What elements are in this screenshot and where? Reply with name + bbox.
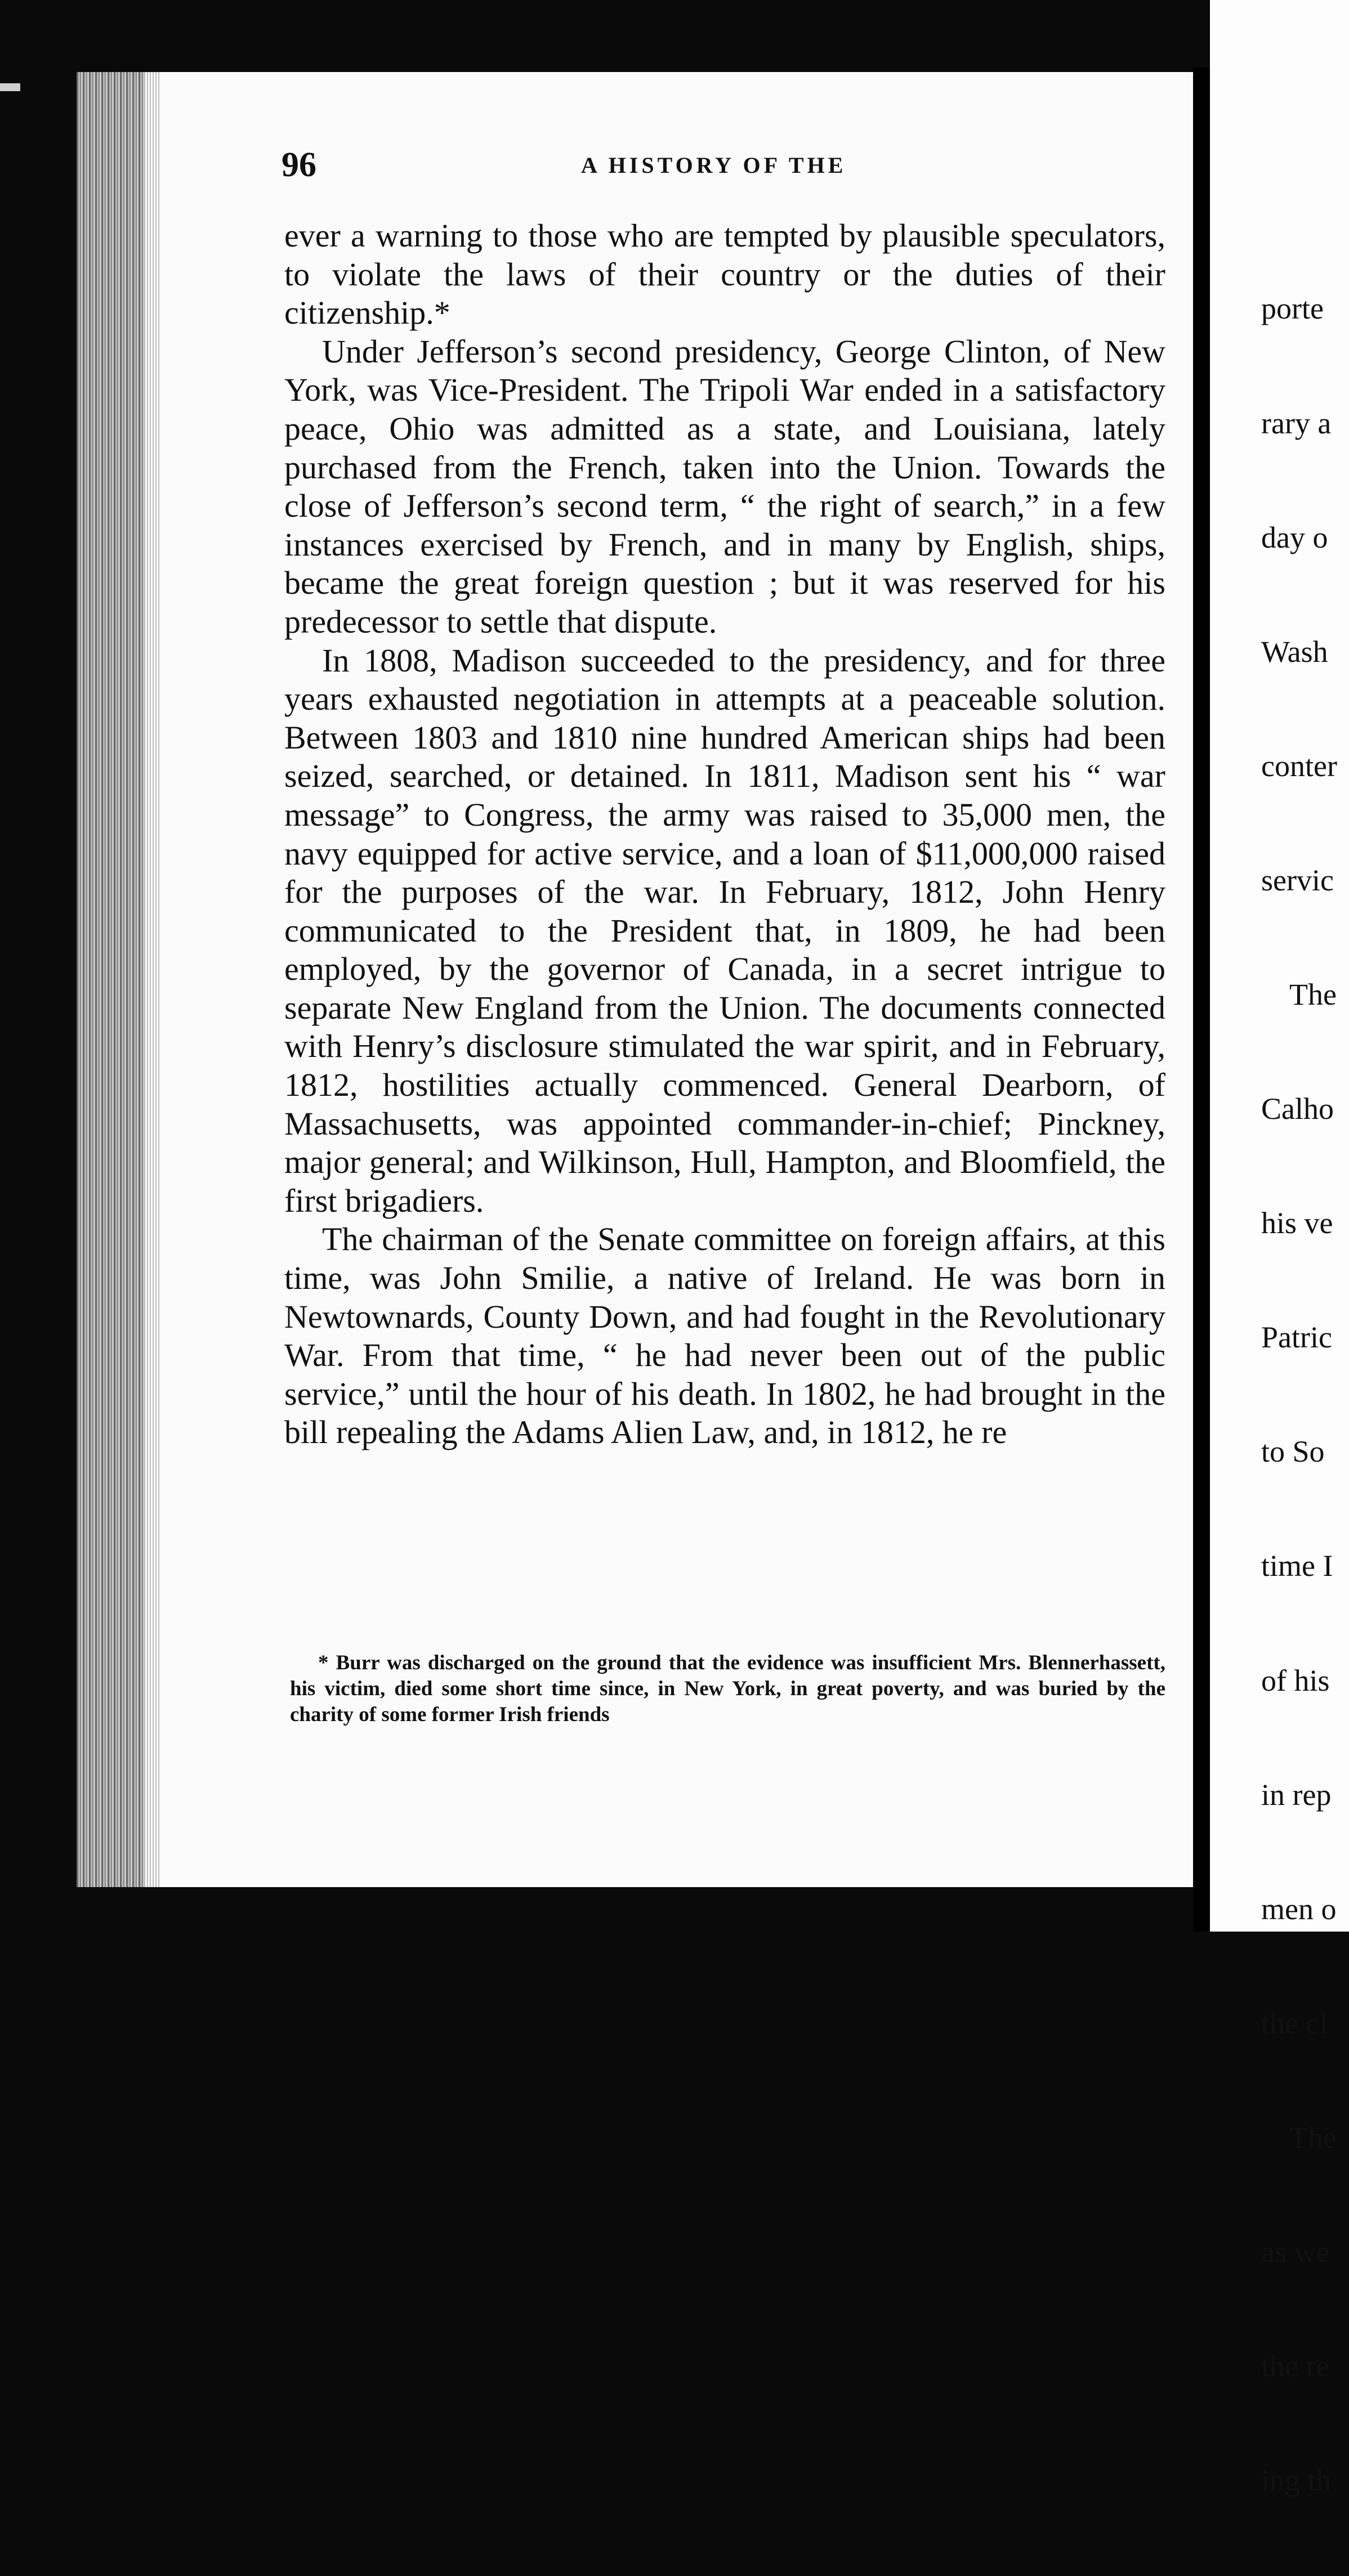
right-line: as we [1261, 2235, 1330, 2269]
book-edge [77, 72, 144, 1887]
scan-mark [0, 83, 20, 91]
right-line: time I [1261, 1549, 1333, 1583]
paragraph: In 1808, Madison succeeded to the presidency, and for three years exhausted negotiation in attempts at a peaceable solution. Between 1803 and 1810 nine hundred American ships had been seized, searched, or detained. In 1811, Madison sent his “ war message” to Congress, the army was raised to 35,000 men, the navy equipped for active service, and a loan of $11,000,000 raised for the purposes of the war. In February, 1812, John Henry communicated to the President that, in 1809, he had been employed, by the governor of Canada, in a secret intrigue to separate New England from the Union. The documents connected with Henry’s disclosure stimulated the war spirit, and in February, 1812, hostilities actually commenced. General Dearborn, of Massachusetts, was appointed commander-in-chief; Pinckney, major general; and Wilkinson, Hull, Hampton, and Bloomfield, the first brigadiers. [284, 642, 1165, 1219]
paragraph: ever a warning to those who are tempted by plausible speculators, to violate the laws of their country or the duties of their citizenship.* [284, 217, 1165, 331]
right-line: Wash [1261, 634, 1328, 669]
footnote-text: * Burr was discharged on the ground that the evidence was insufficient Mrs. Blennerhassett, his victim, died some short time since, in New York, in great poverty, and was buried by the charity of some former Irish friends [290, 1651, 1165, 1726]
right-page [1210, 0, 1349, 2498]
right-line: of his [1261, 1663, 1330, 1697]
right-line: men o [1261, 1892, 1337, 1926]
right-line: the re [1261, 2349, 1330, 2384]
right-line: The [1289, 2120, 1337, 2154]
right-line: rary a [1261, 406, 1332, 440]
right-line: servic [1261, 863, 1334, 897]
footnote [290, 1650, 1165, 1728]
right-line: to So [1261, 1435, 1325, 1469]
right-line: conter [1261, 749, 1337, 783]
right-line: ing th [1261, 2463, 1332, 2498]
right-line: Calho [1261, 1092, 1334, 1126]
book-edge-inner [144, 72, 161, 1887]
paragraph: Under Jefferson’s second presidency, George Clinton, of New York, was Vice-President. The Tripoli War ended in a satisfactory peace, Ohio was admitted as a state, and Louisiana, lately purchased from the French, taken into the Union. Towards the close of Jefferson’s second term, “ the right of search,” in a few instances exercised by French, and in many by English, ships, became the great foreign question ; but it was reserved for his predecessor to settle that dispute. [284, 333, 1165, 640]
right-line: his ve [1261, 1206, 1333, 1240]
page-header [282, 145, 1160, 185]
right-page-lines [1261, 214, 1337, 2576]
page-number: 96 [282, 146, 316, 184]
paragraph: The chairman of the Senate committee on foreign affairs, at this time, was John Smilie, a native of Ireland. He was born in Newtownards, County Down, and had fought in the Revolutionary War. From that time, “ he had never been out of the public service,” until the hour of his death. In 1802, he had brought in the bill repealing the Adams Alien Law, and, in 1812, he re [284, 1221, 1165, 1451]
page-gutter [1193, 68, 1210, 1932]
right-line: Patric [1261, 1320, 1332, 1355]
right-line: the cl [1261, 2006, 1328, 2040]
running-head: A HISTORY OF THE [581, 153, 847, 178]
right-line: in rep [1261, 1777, 1332, 1812]
right-line: day o [1261, 520, 1328, 554]
body-text [284, 217, 1165, 1452]
right-line: The [1289, 977, 1337, 1011]
right-line: porte [1261, 292, 1324, 326]
